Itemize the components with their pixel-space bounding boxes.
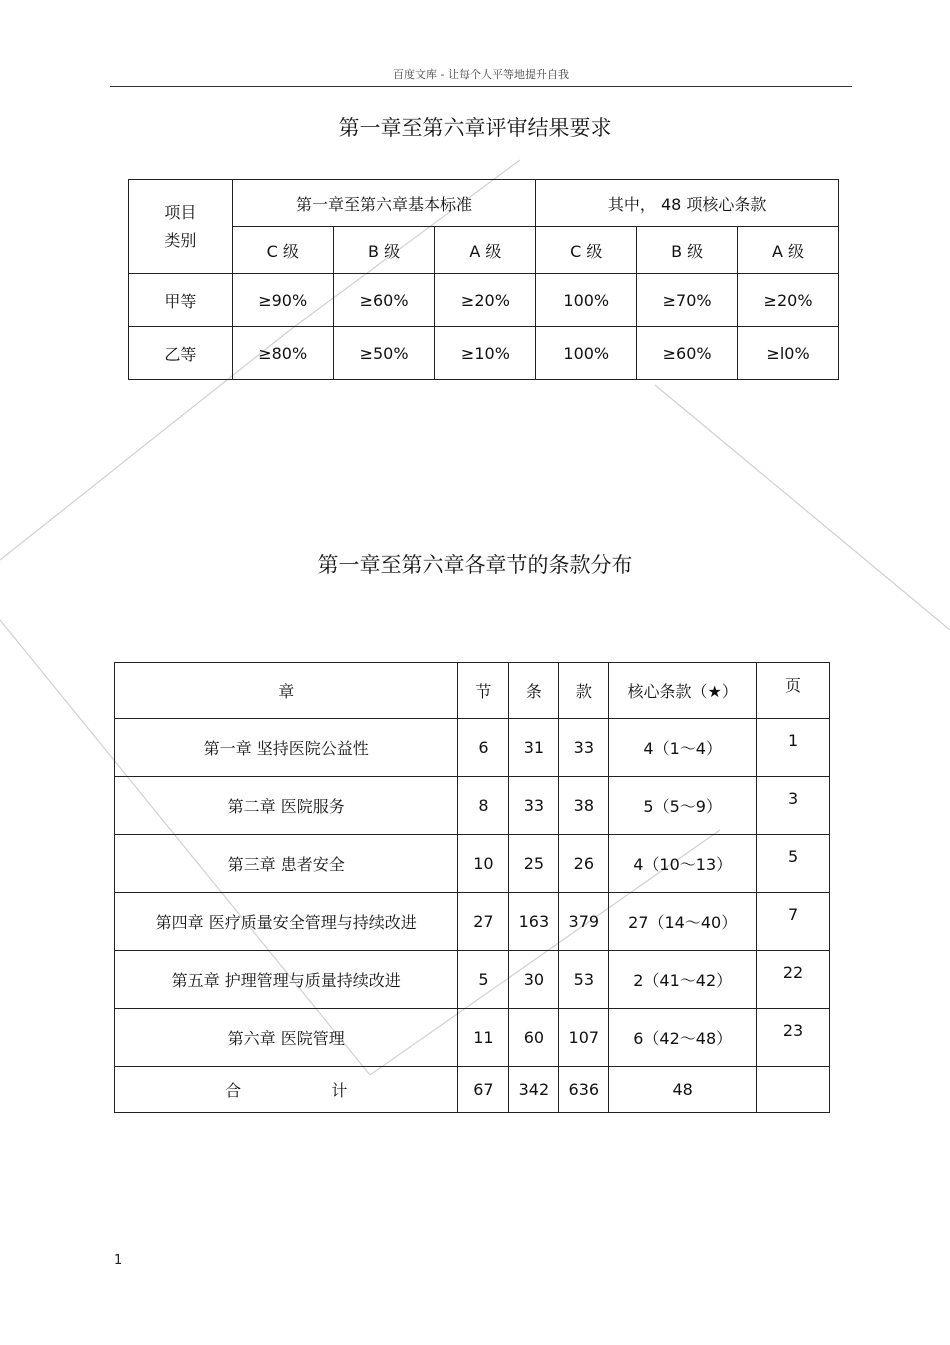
table-header-row: [115, 663, 830, 719]
chapter-cell: 第一章 坚持医院公益性: [115, 719, 458, 777]
table-cell: 163: [509, 893, 559, 951]
col-header-section: 节: [458, 663, 509, 719]
corner-header: [129, 180, 233, 274]
grade-header: B 级: [333, 227, 435, 274]
table-cell: 6: [458, 719, 509, 777]
table-cell: ≥20%: [738, 274, 839, 327]
table-cell: 53: [559, 951, 609, 1009]
table-cell: 379: [559, 893, 609, 951]
grade-header: A 级: [435, 227, 536, 274]
grade-header: C 级: [232, 227, 333, 274]
row-label: 乙等: [129, 327, 233, 380]
table-cell: 30: [509, 951, 559, 1009]
grade-header: A 级: [738, 227, 839, 274]
table-cell: ≥80%: [232, 327, 333, 380]
table-cell: ≥50%: [333, 327, 435, 380]
table-cell: 25: [509, 835, 559, 893]
table-row: [115, 719, 830, 777]
clause-distribution-table: [114, 662, 830, 1113]
total-label: [115, 1067, 458, 1113]
table-row: [115, 951, 830, 1009]
page-cell: 7: [757, 893, 830, 951]
col-header-clause: 款: [559, 663, 609, 719]
table-cell: 27: [458, 893, 509, 951]
page-cell: [757, 1067, 830, 1113]
table-cell: 4（1～4）: [609, 719, 757, 777]
table-cell: 100%: [536, 327, 637, 380]
chapter-cell: 第四章 医疗质量安全管理与持续改进: [115, 893, 458, 951]
table-row: [115, 835, 830, 893]
basic-standard-header: 第一章至第六章基本标准: [232, 180, 536, 227]
chapter-cell: 第三章 患者安全: [115, 835, 458, 893]
table-cell: 5（5～9）: [609, 777, 757, 835]
table-cell: 48: [609, 1067, 757, 1113]
table-cell: 636: [559, 1067, 609, 1113]
table-cell: 107: [559, 1009, 609, 1067]
page-cell: 23: [757, 1009, 830, 1067]
table-row: [129, 274, 839, 327]
table-cell: 27（14～40）: [609, 893, 757, 951]
table-cell: 100%: [536, 274, 637, 327]
col-header-article: 条: [509, 663, 559, 719]
header-text: 百度文库 - 让每个人平等地提升自我: [393, 68, 569, 81]
chapter-cell: 第六章 医院管理: [115, 1009, 458, 1067]
review-requirements-table: [128, 179, 839, 380]
table-row: [115, 777, 830, 835]
table-row: [129, 327, 839, 380]
page-number: 1: [114, 1253, 123, 1268]
page-cell: 1: [757, 719, 830, 777]
col-header-chapter: 章: [115, 663, 458, 719]
table-cell: 11: [458, 1009, 509, 1067]
chapter-cell: 第五章 护理管理与质量持续改进: [115, 951, 458, 1009]
grade-header: B 级: [637, 227, 738, 274]
section2-title: 第一章至第六章各章节的条款分布: [317, 553, 633, 577]
col-header-core-clause: 核心条款（★）: [609, 663, 757, 719]
table-cell: 10: [458, 835, 509, 893]
table-cell: ≥10%: [435, 327, 536, 380]
table-cell: 342: [509, 1067, 559, 1113]
total-label-part2: 计: [331, 1081, 348, 1100]
table-cell: 8: [458, 777, 509, 835]
total-row: [115, 1067, 830, 1113]
core-clause-header: 其中， 48 项核心条款: [536, 180, 839, 227]
table-cell: 6（42～48）: [609, 1009, 757, 1067]
page-cell: 22: [757, 951, 830, 1009]
page-cell: 5: [757, 835, 830, 893]
table-cell: 67: [458, 1067, 509, 1113]
table-cell: ≥20%: [435, 274, 536, 327]
table-cell: 4（10～13）: [609, 835, 757, 893]
corner-header-line2: 类别: [164, 230, 197, 250]
table-cell: ≥70%: [637, 274, 738, 327]
col-header-page: 页: [757, 663, 830, 719]
row-label: 甲等: [129, 274, 233, 327]
table-row: [115, 1009, 830, 1067]
page-cell: 3: [757, 777, 830, 835]
table-cell: 33: [509, 777, 559, 835]
table-cell: 33: [559, 719, 609, 777]
table-cell: ≥l0%: [738, 327, 839, 380]
corner-header-line1: 项目: [164, 202, 197, 222]
table-cell: ≥60%: [333, 274, 435, 327]
table-cell: 5: [458, 951, 509, 1009]
table-cell: ≥90%: [232, 274, 333, 327]
table-row: [115, 893, 830, 951]
table-cell: 26: [559, 835, 609, 893]
table-cell: 38: [559, 777, 609, 835]
grade-header: C 级: [536, 227, 637, 274]
table-cell: 31: [509, 719, 559, 777]
total-label-part1: 合: [225, 1081, 242, 1100]
table-cell: ≥60%: [637, 327, 738, 380]
table-cell: 60: [509, 1009, 559, 1067]
table-cell: 2（41～42）: [609, 951, 757, 1009]
section1-title: 第一章至第六章评审结果要求: [338, 116, 612, 140]
chapter-cell: 第二章 医院服务: [115, 777, 458, 835]
header-rule: [110, 86, 852, 87]
